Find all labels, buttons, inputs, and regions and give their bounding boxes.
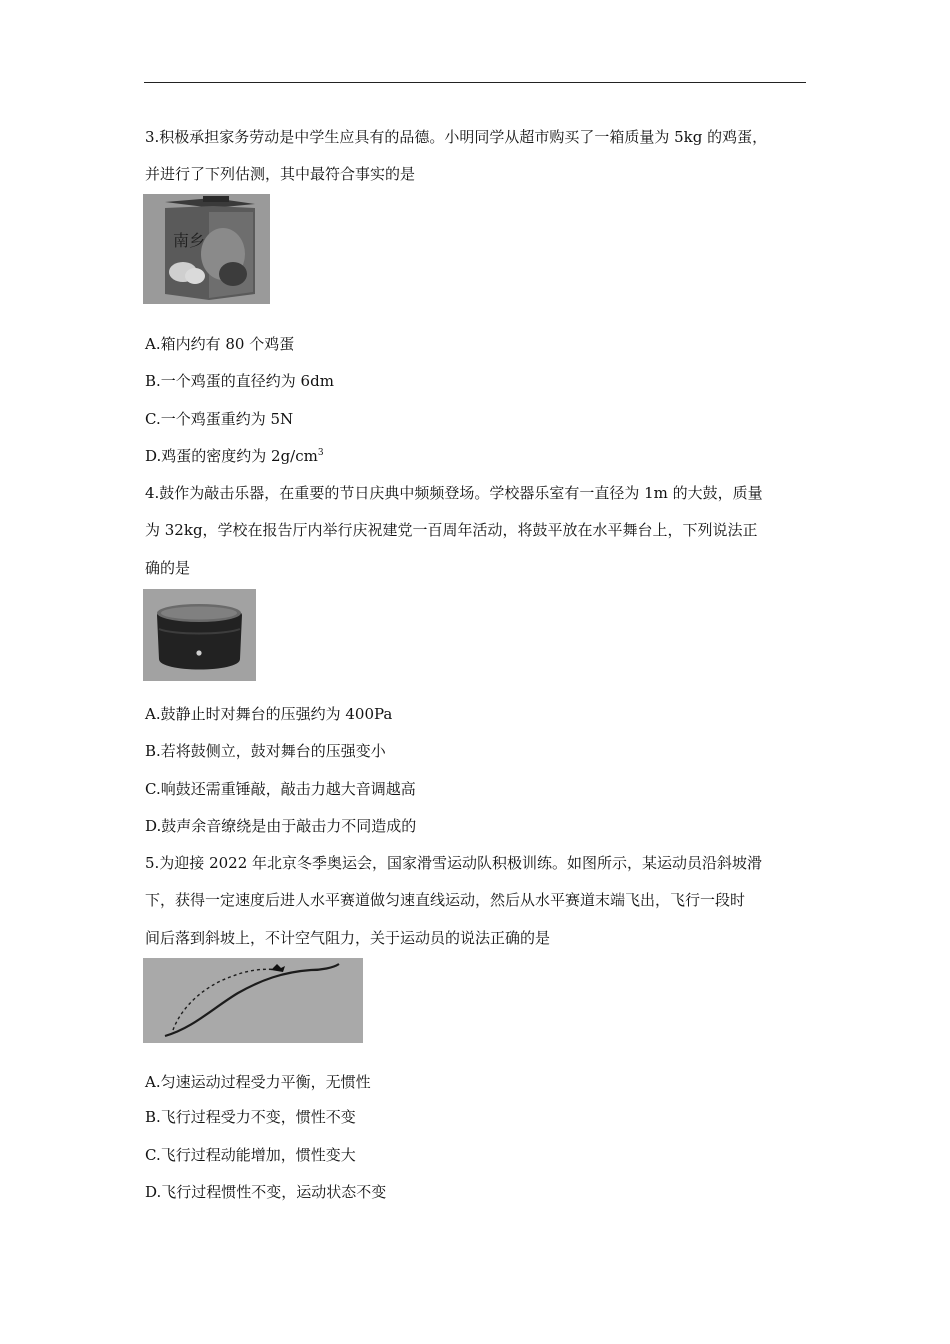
q4-option-d: D.鼓声余音缭绕是由于敲击力不同造成的: [145, 817, 417, 835]
q4-option-b: B.若将鼓侧立，鼓对舞台的压强变小: [145, 742, 386, 760]
q4-stem-line3: 确的是: [145, 559, 191, 577]
q3-stem-line1: 3.积极承担家务劳动是中学生应具有的品德。小明同学从超市购买了一箱质量为 5kg 的鸡蛋，: [145, 128, 768, 146]
q3-stem-line2: 并进行了下列估测，其中最符合事实的是: [145, 165, 416, 183]
q3-option-c: C.一个鸡蛋重约为 5N: [145, 410, 294, 428]
box-brand-text: 南乡: [173, 231, 206, 250]
header-rule: [144, 82, 806, 83]
q5-stem-line1: 5.为迎接 2022 年北京冬季奥运会，国家滑雪运动队积极训练。如图所示，某运动员沿斜坡滑: [145, 854, 763, 872]
q3-option-d: [145, 446, 324, 466]
q4-option-a: A.鼓静止时对舞台的压强约为 400Pa: [145, 705, 393, 723]
q3-option-d-text: D.鸡蛋的密度约为 2g/cm: [145, 447, 318, 465]
q5-stem-line3: 间后落到斜坡上，不计空气阻力，关于运动员的说法正确的是: [145, 929, 551, 947]
q3-option-d-superscript: 3: [317, 448, 324, 458]
q4-stem-line1: 4.鼓作为敲击乐器，在重要的节日庆典中频频登场。学校器乐室有一直径为 1m 的大鼓，质量: [145, 484, 763, 502]
q4-option-c: C.响鼓还需重锤敲，敲击力越大音调越高: [145, 780, 416, 798]
egg-box-image: [143, 194, 270, 304]
q5-stem-line2: 下，获得一定速度后进人水平赛道做匀速直线运动，然后从水平赛道末端飞出，飞行一段时: [145, 891, 746, 909]
q4-stem-line2: 为 32kg，学校在报告厅内举行庆祝建党一百周年活动，将鼓平放在水平舞台上，下列说法正: [145, 521, 758, 539]
q3-option-a: A.箱内约有 80 个鸡蛋: [145, 335, 295, 353]
ski-slope-diagram: [143, 958, 363, 1043]
q5-option-a: A.匀速运动过程受力平衡，无惯性: [145, 1073, 371, 1091]
q5-option-d: D.飞行过程惯性不变，运动状态不变: [145, 1183, 387, 1201]
q5-option-b: B.飞行过程受力不变，惯性不变: [145, 1108, 356, 1126]
q3-option-b: B.一个鸡蛋的直径约为 6dm: [145, 372, 334, 390]
q5-option-c: C.飞行过程动能增加，惯性变大: [145, 1146, 356, 1164]
drum-image: [143, 589, 256, 681]
